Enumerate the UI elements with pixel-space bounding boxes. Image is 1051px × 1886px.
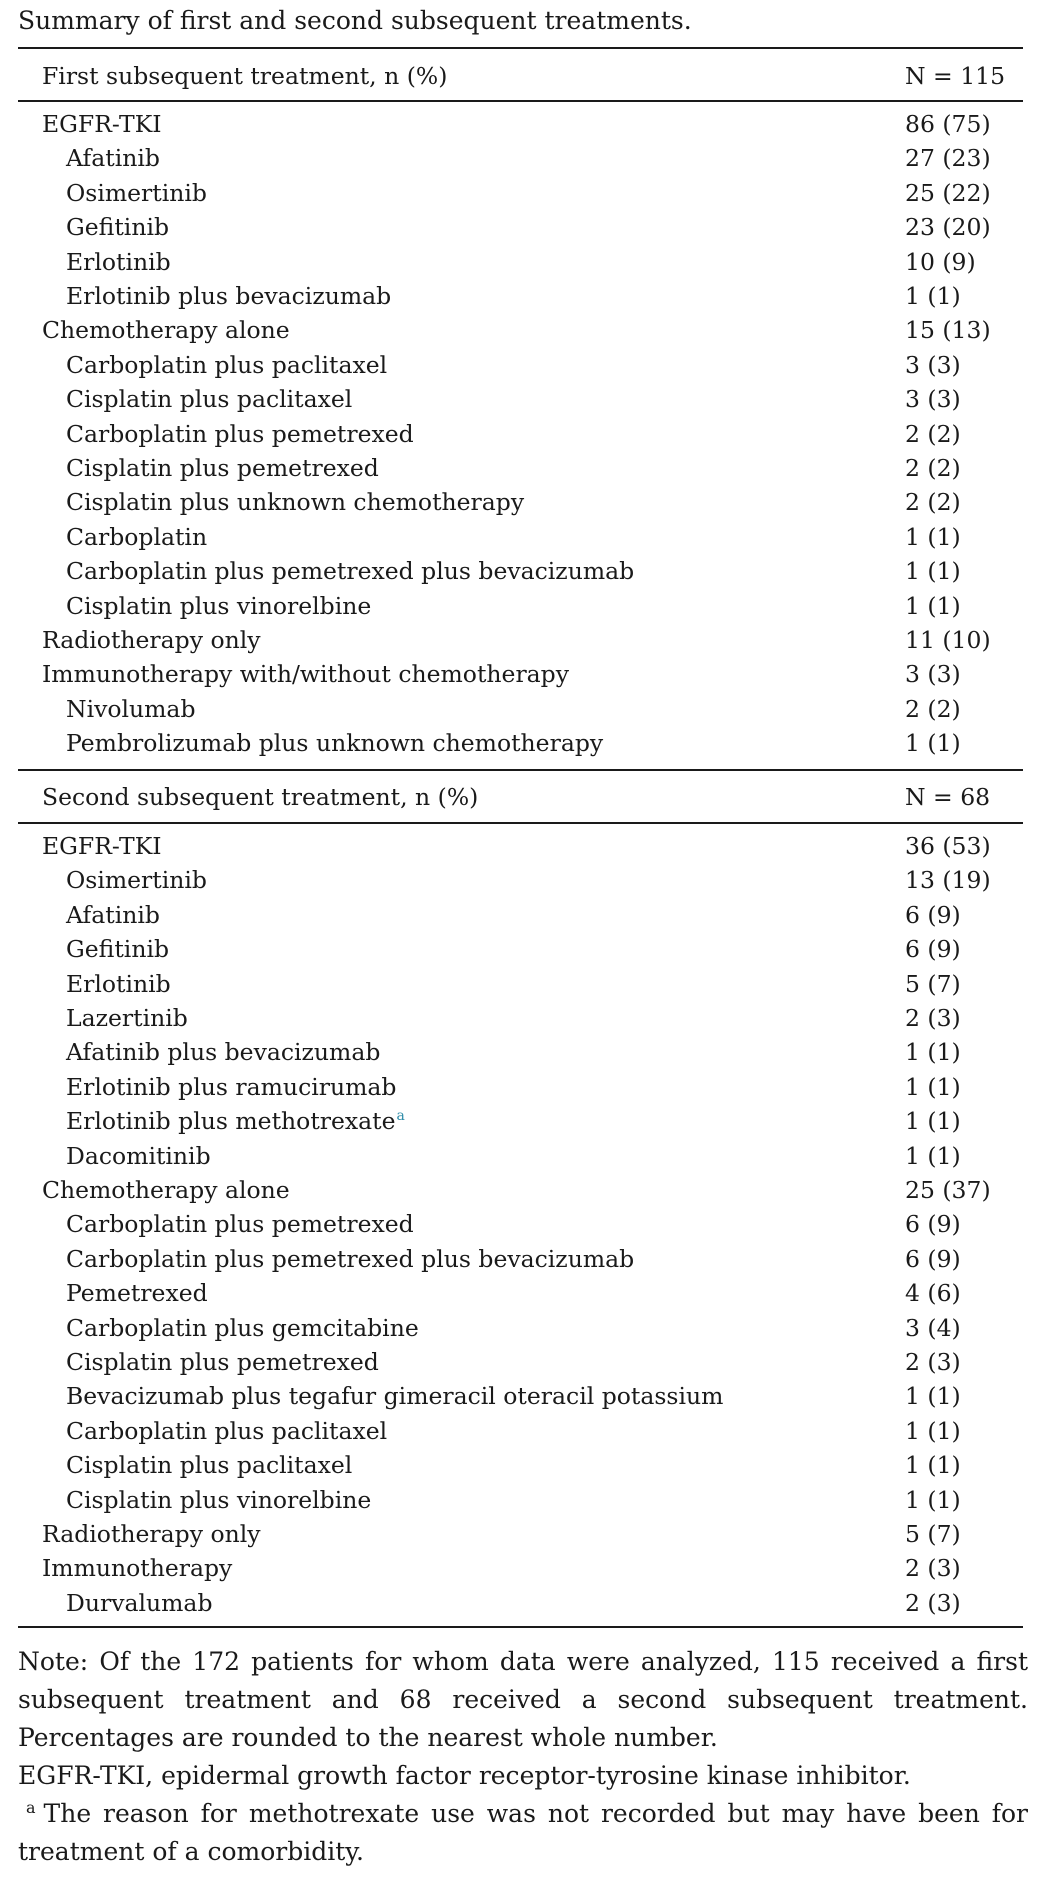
- first-row-gefitinib: [18, 210, 1023, 244]
- treatment-count: 1 (1): [905, 1141, 961, 1170]
- second-row-egfr-tki: [18, 829, 1023, 863]
- first-row-carboplatin-plus-pemetrexed-plus-bevacizumab: [18, 554, 1023, 588]
- first-row-pembrolizumab-plus-unknown-chemotherapy: [18, 726, 1023, 760]
- treatment-label: EGFR-TKI: [42, 110, 162, 138]
- first-row-cisplatin-plus-pemetrexed: [18, 451, 1023, 485]
- treatment-label: Immunotherapy: [42, 1554, 233, 1583]
- treatment-label: Carboplatin: [66, 522, 208, 551]
- treatment-label: Gefitinib: [66, 213, 170, 242]
- treatment-label: Carboplatin plus pemetrexed plus bevacizumab: [66, 557, 635, 586]
- treatment-count: 1 (1): [905, 1416, 961, 1445]
- treatment-count: 2 (3): [905, 1588, 961, 1617]
- treatment-count: 23 (20): [905, 213, 991, 242]
- treatment-label: Cisplatin plus pemetrexed: [66, 1348, 379, 1376]
- first-row-chemotherapy-alone: [18, 313, 1023, 347]
- footnote: [18, 1795, 1028, 1871]
- table-caption: Summary of first and second subsequent treatments.: [18, 6, 692, 35]
- treatment-label: Carboplatin plus paclitaxel: [66, 350, 388, 379]
- second-row-pemetrexed: [18, 1276, 1023, 1310]
- treatment-count: 2 (2): [905, 454, 961, 482]
- treatment-label-wrap: [66, 1104, 405, 1138]
- treatment-label: Erlotinib: [66, 969, 171, 998]
- second-header-label: Second subsequent treatment, n (%): [42, 783, 479, 811]
- treatment-label: Cisplatin plus vinorelbine: [66, 591, 372, 620]
- second-row-carboplatin-plus-gemcitabine: [18, 1311, 1023, 1345]
- treatment-label: Cisplatin plus paclitaxel: [66, 1451, 353, 1480]
- second-row-cisplatin-plus-vinorelbine: [18, 1483, 1023, 1517]
- treatment-label: EGFR-TKI: [42, 832, 162, 860]
- second-row-bevacizumab-plus-tegafur-gimeracil-oteracil-potassium: [18, 1379, 1023, 1413]
- treatment-label: Pemetrexed: [66, 1279, 208, 1308]
- second-row-radiotherapy-only: [18, 1517, 1023, 1551]
- second-row-cisplatin-plus-paclitaxel: [18, 1448, 1023, 1482]
- footnote-link[interactable]: a: [396, 1108, 405, 1125]
- treatment-count: 11 (10): [905, 626, 991, 654]
- top-rule: [18, 47, 1023, 49]
- treatment-count: 2 (3): [905, 1554, 961, 1583]
- treatment-count: 2 (3): [905, 1348, 961, 1376]
- treatment-count: 6 (9): [905, 935, 961, 964]
- treatment-label: Lazertinib: [66, 1004, 188, 1032]
- treatment-count: 1 (1): [905, 1382, 961, 1411]
- treatment-label: Cisplatin plus unknown chemotherapy: [66, 488, 525, 517]
- treatment-label: Erlotinib plus ramucirumab: [66, 1072, 397, 1101]
- treatment-count: 2 (3): [905, 1004, 961, 1032]
- first-header-rule: [18, 100, 1023, 102]
- treatment-count: 3 (3): [905, 350, 961, 379]
- first-header-label: First subsequent treatment, n (%): [42, 62, 448, 90]
- second-header-rule: [18, 822, 1023, 824]
- treatment-count: 27 (23): [905, 144, 991, 173]
- footnote-mark: a: [26, 1797, 36, 1817]
- treatment-count: 1 (1): [905, 729, 961, 758]
- treatment-count: 1 (1): [905, 1485, 961, 1514]
- treatment-label: Osimertinib: [66, 178, 207, 207]
- treatment-count: 2 (2): [905, 694, 961, 723]
- second-row-carboplatin-plus-pemetrexed-plus-bevacizumab: [18, 1242, 1023, 1276]
- treatment-label: Cisplatin plus pemetrexed: [66, 454, 379, 482]
- first-section-header: [18, 59, 1023, 93]
- treatment-count: 15 (13): [905, 316, 991, 345]
- treatment-label: Carboplatin plus paclitaxel: [66, 1416, 388, 1445]
- treatment-label: Carboplatin plus pemetrexed plus bevacizumab: [66, 1244, 635, 1273]
- abbreviation-text: EGFR-TKI, epidermal growth factor receptor-tyrosine kinase inhibitor.: [18, 1761, 911, 1790]
- treatment-count: 13 (19): [905, 866, 991, 895]
- treatment-label: Carboplatin plus pemetrexed: [66, 419, 414, 448]
- bottom-rule: [18, 1626, 1023, 1628]
- second-row-cisplatin-plus-pemetrexed: [18, 1345, 1023, 1379]
- treatment-count: 5 (7): [905, 1520, 961, 1548]
- treatment-count: 1 (1): [905, 1451, 961, 1480]
- first-row-cisplatin-plus-paclitaxel: [18, 382, 1023, 416]
- first-row-osimertinib: [18, 176, 1023, 210]
- first-row-carboplatin: [18, 520, 1023, 554]
- treatment-count: 1 (1): [905, 591, 961, 620]
- first-row-radiotherapy-only: [18, 623, 1023, 657]
- second-section-header: [18, 780, 1023, 814]
- treatment-count: 1 (1): [905, 1072, 961, 1101]
- treatment-label: Immunotherapy with/without chemotherapy: [42, 660, 570, 689]
- treatment-label: Pembrolizumab plus unknown chemotherapy: [66, 729, 604, 758]
- second-row-carboplatin-plus-pemetrexed: [18, 1207, 1023, 1241]
- treatment-label: Afatinib plus bevacizumab: [66, 1038, 381, 1067]
- treatment-count: 1 (1): [905, 522, 961, 551]
- treatment-count: 4 (6): [905, 1279, 961, 1308]
- section-divider-rule: [18, 769, 1023, 771]
- treatment-label: Nivolumab: [66, 694, 196, 723]
- first-row-nivolumab: [18, 692, 1023, 726]
- treatment-count: 3 (3): [905, 385, 961, 414]
- treatment-label: Afatinib: [66, 900, 160, 929]
- second-row-osimertinib: [18, 863, 1023, 897]
- first-row-afatinib: [18, 141, 1023, 175]
- first-row-cisplatin-plus-unknown-chemotherapy: [18, 485, 1023, 519]
- second-row-erlotinib-plus-methotrexate: [18, 1104, 1023, 1138]
- note-text: Note: Of the 172 patients for whom data were analyzed, 115 received a first subsequent treatment and 68 received a second subsequent treatment. Percentages are rounded to the nearest whole number.: [18, 1647, 1028, 1752]
- treatment-label: Durvalumab: [66, 1588, 213, 1617]
- treatment-label: Erlotinib plus methotrexate: [66, 1107, 396, 1136]
- second-row-carboplatin-plus-paclitaxel: [18, 1414, 1023, 1448]
- treatment-count: 1 (1): [905, 557, 961, 586]
- first-row-immunotherapy-with-without-chemotherapy: [18, 657, 1023, 691]
- treatment-count: 1 (1): [905, 282, 961, 310]
- treatment-count: 5 (7): [905, 969, 961, 998]
- treatment-label: Chemotherapy alone: [42, 316, 290, 345]
- second-row-gefitinib: [18, 932, 1023, 966]
- treatment-label: Dacomitinib: [66, 1141, 211, 1170]
- treatment-count: 2 (2): [905, 488, 961, 517]
- treatment-count: 6 (9): [905, 900, 961, 929]
- second-row-durvalumab: [18, 1586, 1023, 1620]
- treatment-count: 25 (22): [905, 178, 991, 207]
- table-notes: [18, 1643, 1028, 1871]
- treatment-count: 6 (9): [905, 1244, 961, 1273]
- treatment-label: Radiotherapy only: [42, 1520, 261, 1548]
- treatment-count: 6 (9): [905, 1210, 961, 1239]
- treatment-label: Gefitinib: [66, 935, 170, 964]
- treatment-label: Erlotinib plus bevacizumab: [66, 282, 392, 310]
- treatment-count: 3 (3): [905, 660, 961, 689]
- treatment-label: Cisplatin plus vinorelbine: [66, 1485, 372, 1514]
- treatment-label: Osimertinib: [66, 866, 207, 895]
- first-row-carboplatin-plus-paclitaxel: [18, 348, 1023, 382]
- treatment-label: Radiotherapy only: [42, 626, 261, 654]
- second-row-chemotherapy-alone: [18, 1173, 1023, 1207]
- treatment-label: Chemotherapy alone: [42, 1176, 290, 1204]
- treatment-count: 2 (2): [905, 419, 961, 448]
- first-row-erlotinib: [18, 245, 1023, 279]
- treatment-label: Afatinib: [66, 144, 160, 173]
- first-row-erlotinib-plus-bevacizumab: [18, 279, 1023, 313]
- second-row-dacomitinib: [18, 1139, 1023, 1173]
- treatment-count: 1 (1): [905, 1107, 961, 1136]
- treatment-label: Carboplatin plus gemcitabine: [66, 1313, 419, 1342]
- first-row-egfr-tki: [18, 107, 1023, 141]
- second-row-immunotherapy: [18, 1551, 1023, 1585]
- footnote-text: The reason for methotrexate use was not recorded but may have been for treatment of a comorbidity.: [18, 1799, 1028, 1866]
- treatment-count: 25 (37): [905, 1176, 991, 1204]
- treatment-count: 86 (75): [905, 110, 991, 138]
- second-row-lazertinib: [18, 1001, 1023, 1035]
- treatment-count: 1 (1): [905, 1038, 961, 1067]
- treatment-count: 3 (4): [905, 1313, 961, 1342]
- treatment-label: Erlotinib: [66, 247, 171, 276]
- first-row-cisplatin-plus-vinorelbine: [18, 589, 1023, 623]
- second-row-erlotinib: [18, 967, 1023, 1001]
- second-header-value: N = 68: [905, 783, 991, 811]
- second-row-afatinib: [18, 898, 1023, 932]
- treatment-count: 36 (53): [905, 832, 991, 860]
- second-row-afatinib-plus-bevacizumab: [18, 1035, 1023, 1069]
- treatment-label: Carboplatin plus pemetrexed: [66, 1210, 414, 1239]
- second-row-erlotinib-plus-ramucirumab: [18, 1070, 1023, 1104]
- first-row-carboplatin-plus-pemetrexed: [18, 417, 1023, 451]
- treatment-label: Cisplatin plus paclitaxel: [66, 385, 353, 414]
- treatment-count: 10 (9): [905, 247, 976, 276]
- treatment-label: Bevacizumab plus tegafur gimeracil oteracil potassium: [66, 1382, 724, 1411]
- first-header-value: N = 115: [905, 62, 1006, 90]
